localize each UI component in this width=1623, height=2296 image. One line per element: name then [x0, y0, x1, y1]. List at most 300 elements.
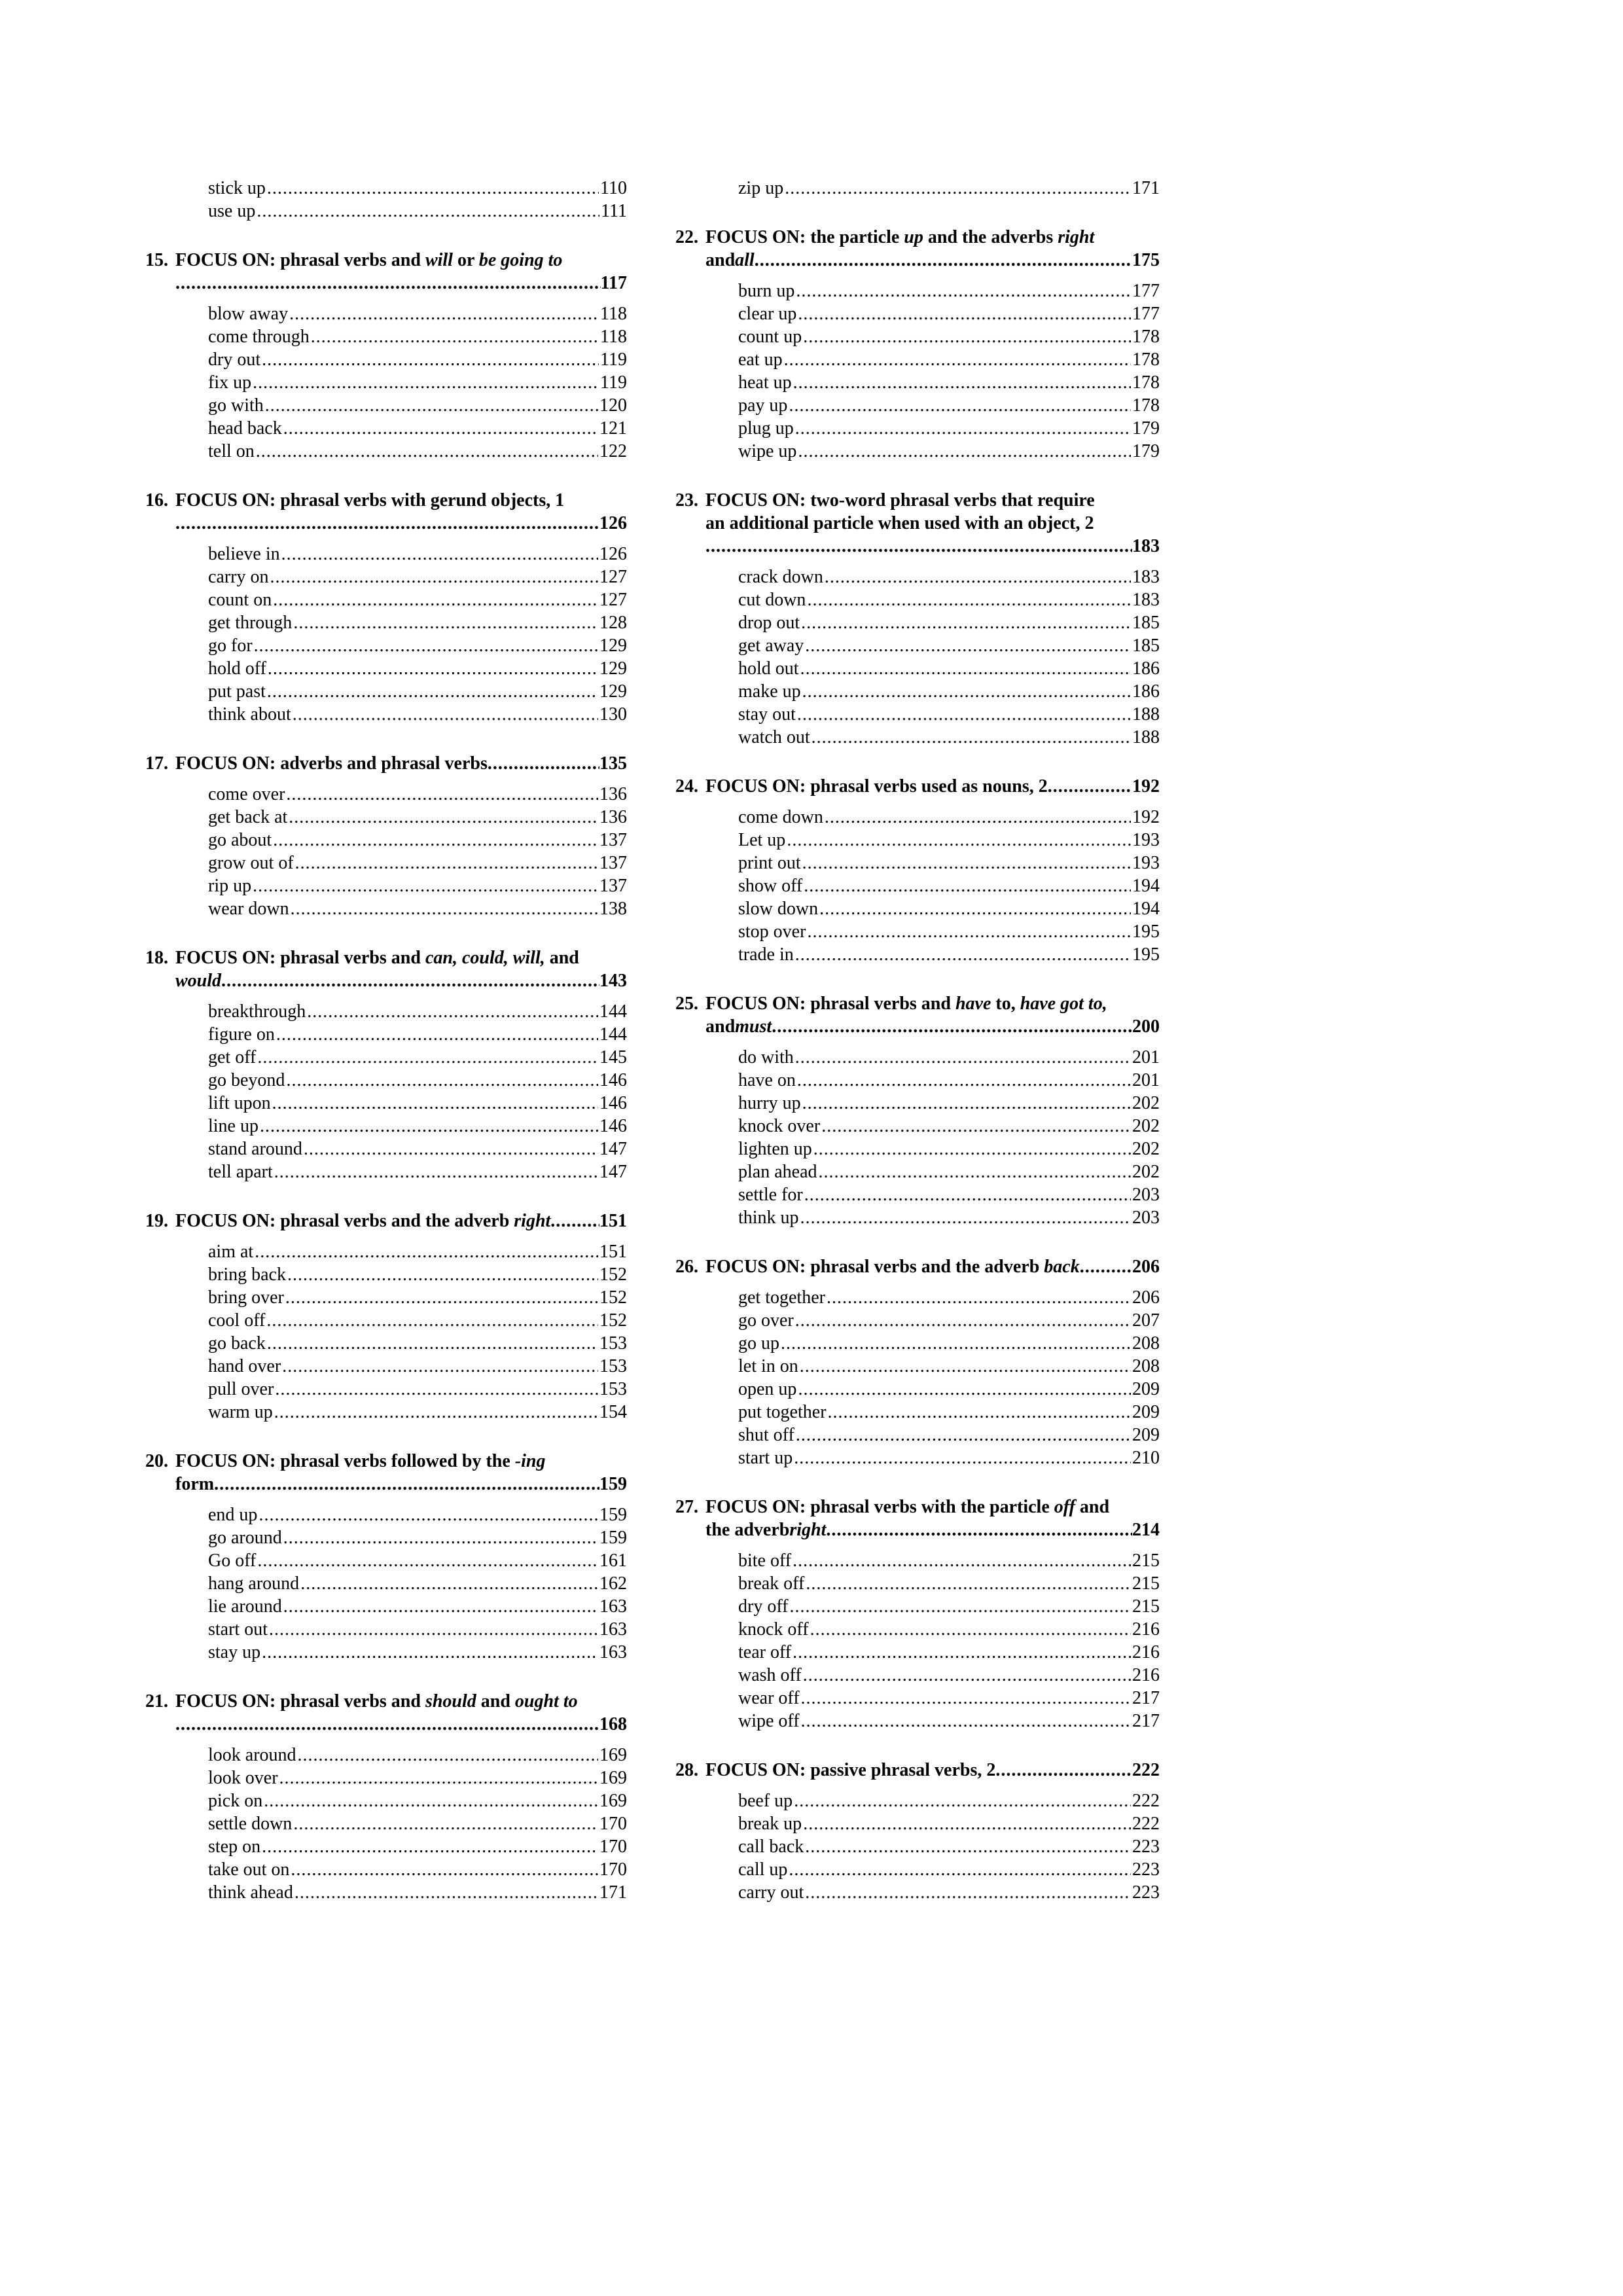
- page-number: 137: [599, 853, 627, 873]
- toc-entry[interactable]: [208, 1789, 627, 1812]
- toc-entry[interactable]: [208, 1332, 627, 1355]
- toc-entry[interactable]: [208, 1092, 627, 1115]
- entry-term: lift upon: [208, 1093, 271, 1113]
- toc-section-28: [675, 1759, 1160, 1904]
- page-number: 214: [1132, 1520, 1160, 1540]
- page-number: 194: [1132, 899, 1160, 919]
- page-number: 202: [1132, 1116, 1160, 1136]
- toc-entry[interactable]: [208, 565, 627, 588]
- toc-entry[interactable]: [738, 1641, 1160, 1664]
- dot-leader: [214, 1473, 599, 1496]
- dot-leader: [267, 177, 599, 200]
- toc-entry[interactable]: [208, 1160, 627, 1183]
- page-number: 192: [1132, 807, 1160, 827]
- toc-entry[interactable]: [208, 1618, 627, 1641]
- page-number: 169: [599, 1768, 627, 1788]
- entry-term: get through: [208, 613, 293, 633]
- toc-entry[interactable]: [208, 703, 627, 726]
- dot-leader: [286, 783, 598, 806]
- toc-entry[interactable]: [738, 1092, 1160, 1115]
- heading-text: ought to: [514, 1691, 578, 1712]
- page-number: 146: [599, 1070, 627, 1090]
- entry-term: slow down: [738, 899, 819, 919]
- toc-entry[interactable]: [738, 897, 1160, 920]
- dot-leader: [795, 417, 1131, 440]
- heading-text: FOCUS ON: phrasal verbs and: [175, 948, 425, 968]
- entry-term: Let up: [738, 830, 786, 850]
- section-heading[interactable]: [145, 1210, 627, 1232]
- entry-term: clear up: [738, 304, 797, 324]
- toc-entry[interactable]: [738, 852, 1160, 874]
- page-number: 135: [599, 753, 627, 774]
- heading-text: off: [1054, 1497, 1075, 1517]
- dot-leader: [784, 348, 1131, 371]
- page-number: 222: [1132, 1791, 1160, 1811]
- heading-text: an additional particle when used with an object, 2: [705, 513, 1094, 533]
- toc-entry[interactable]: [738, 1138, 1160, 1160]
- section-heading[interactable]: [145, 1690, 627, 1736]
- dot-leader: [796, 279, 1131, 302]
- page-number: 192: [1132, 776, 1160, 797]
- page-number: 136: [599, 807, 627, 827]
- heading-text: FOCUS ON: phrasal verbs and: [175, 250, 425, 270]
- dot-leader: [805, 1881, 1131, 1904]
- heading-text: would: [175, 971, 222, 991]
- heading-text: [175, 249, 562, 272]
- entry-term: look around: [208, 1745, 296, 1765]
- heading-text: all: [735, 250, 755, 270]
- toc-entry[interactable]: [738, 1835, 1160, 1858]
- toc-entry[interactable]: [208, 897, 627, 920]
- toc-entry[interactable]: [738, 1069, 1160, 1092]
- dot-leader: [789, 1858, 1131, 1881]
- page-number: 159: [599, 1505, 627, 1525]
- toc-entry[interactable]: [738, 1401, 1160, 1424]
- heading-text: FOCUS ON: two-word phrasal verbs that require: [705, 490, 1095, 511]
- heading-text: [705, 226, 1094, 249]
- page-number: 217: [1132, 1711, 1160, 1731]
- toc-entry[interactable]: [208, 1641, 627, 1664]
- toc-entry[interactable]: [738, 829, 1160, 852]
- page-number: 185: [1132, 636, 1160, 656]
- dot-leader: [262, 1835, 598, 1858]
- toc-entry[interactable]: [738, 1789, 1160, 1812]
- toc-entry[interactable]: [208, 1286, 627, 1309]
- toc-entry[interactable]: [738, 1378, 1160, 1401]
- toc-entry[interactable]: [738, 1446, 1160, 1469]
- toc-entry[interactable]: [738, 1332, 1160, 1355]
- entry-term: go back: [208, 1333, 266, 1354]
- toc-entry[interactable]: [738, 302, 1160, 325]
- toc-entry[interactable]: [738, 920, 1160, 943]
- toc-entry[interactable]: [738, 806, 1160, 829]
- dot-leader: [800, 1355, 1131, 1378]
- section-heading[interactable]: [145, 489, 627, 535]
- dot-leader: [801, 1710, 1131, 1732]
- dot-leader: [797, 1069, 1131, 1092]
- heading-text: up: [904, 227, 923, 247]
- dot-leader: [806, 1572, 1131, 1595]
- toc-entry[interactable]: [208, 1378, 627, 1401]
- entry-term: use up: [208, 201, 256, 221]
- section-number: 20.: [145, 1451, 168, 1471]
- heading-text: FOCUS ON: the particle: [705, 227, 904, 247]
- dot-leader: [272, 1092, 598, 1115]
- page-number: 119: [600, 372, 627, 393]
- heading-text: the adverb: [705, 1520, 790, 1540]
- toc-entry[interactable]: [738, 1595, 1160, 1618]
- page-number: 163: [599, 1619, 627, 1640]
- entry-term: drop out: [738, 613, 800, 633]
- toc-entry[interactable]: [208, 1858, 627, 1881]
- dot-leader: [253, 874, 598, 897]
- toc-entry[interactable]: [738, 1183, 1160, 1206]
- toc-entry[interactable]: [208, 177, 627, 200]
- toc-entry[interactable]: [738, 1618, 1160, 1641]
- page-number: 207: [1132, 1310, 1160, 1331]
- entry-term: grow out of: [208, 853, 294, 873]
- page-number: 162: [599, 1573, 627, 1594]
- dot-leader: [1048, 775, 1132, 798]
- dot-leader: [300, 1572, 598, 1595]
- page-number: 222: [1132, 1814, 1160, 1834]
- page-number: 171: [599, 1882, 627, 1903]
- toc-entry[interactable]: [738, 440, 1160, 463]
- entry-term: go for: [208, 636, 253, 656]
- toc-entry[interactable]: [738, 177, 1160, 200]
- entry-term: watch out: [738, 727, 810, 747]
- heading-text: have got to,: [1020, 994, 1107, 1014]
- entry-term: knock over: [738, 1116, 821, 1136]
- page-number: 137: [599, 830, 627, 850]
- toc-entry[interactable]: [738, 1160, 1160, 1183]
- heading-text: -ing: [514, 1451, 546, 1471]
- toc-entry[interactable]: [738, 394, 1160, 417]
- toc-entry[interactable]: [208, 394, 627, 417]
- entry-term: get away: [738, 636, 804, 656]
- toc-entry[interactable]: [208, 302, 627, 325]
- dot-leader: [293, 611, 598, 634]
- dot-leader: [793, 1549, 1131, 1572]
- dot-leader: [798, 440, 1131, 463]
- page-number: 179: [1132, 441, 1160, 461]
- page-number: 175: [1132, 250, 1160, 270]
- toc-column-left: [145, 177, 627, 1930]
- entry-term: look over: [208, 1768, 278, 1788]
- toc-entry[interactable]: [738, 703, 1160, 726]
- dot-leader: [256, 440, 598, 463]
- toc-entry[interactable]: [208, 806, 627, 829]
- page-number: 130: [599, 704, 627, 725]
- dot-leader: [259, 1503, 598, 1526]
- dot-leader: [257, 200, 599, 223]
- toc-section-top-right: [675, 177, 1160, 200]
- toc-entry[interactable]: [738, 279, 1160, 302]
- toc-entry[interactable]: [208, 874, 627, 897]
- dot-leader: [298, 1744, 598, 1767]
- toc-entry[interactable]: [208, 1835, 627, 1858]
- page-number: 143: [599, 971, 627, 991]
- toc-entry[interactable]: [738, 657, 1160, 680]
- dot-leader: [285, 1286, 598, 1309]
- entry-term: go about: [208, 830, 272, 850]
- dot-leader: [828, 1401, 1131, 1424]
- dot-leader: [787, 829, 1131, 852]
- section-heading[interactable]: [675, 775, 1160, 798]
- dot-leader: [797, 703, 1131, 726]
- page-number: 210: [1132, 1448, 1160, 1468]
- page-number: 209: [1132, 1379, 1160, 1399]
- page-number: 151: [599, 1242, 627, 1262]
- entry-term: settle down: [208, 1814, 293, 1834]
- dot-leader: [785, 177, 1131, 200]
- dot-leader: [801, 611, 1131, 634]
- toc-entry[interactable]: [208, 680, 627, 703]
- toc-entry[interactable]: [738, 1687, 1160, 1710]
- toc-section-27: [675, 1496, 1160, 1732]
- toc-entry[interactable]: [208, 1572, 627, 1595]
- toc-entry[interactable]: [208, 634, 627, 657]
- heading-text: right: [789, 1520, 827, 1540]
- toc-entry[interactable]: [208, 611, 627, 634]
- heading-text: back: [1044, 1257, 1080, 1277]
- toc-entry[interactable]: [738, 325, 1160, 348]
- dot-leader: [262, 1641, 598, 1664]
- page-number: 119: [600, 350, 627, 370]
- heading-text: [175, 946, 579, 969]
- toc-entry[interactable]: [208, 1138, 627, 1160]
- toc-entry[interactable]: [738, 1206, 1160, 1229]
- entry-term: show off: [738, 876, 803, 896]
- entry-term: plug up: [738, 418, 794, 439]
- entry-term: come over: [208, 784, 285, 804]
- toc-entry[interactable]: [208, 1023, 627, 1046]
- dot-leader: [1080, 1255, 1132, 1278]
- toc-entry[interactable]: [208, 1046, 627, 1069]
- toc-entry[interactable]: [738, 1572, 1160, 1595]
- dot-leader: [175, 272, 601, 295]
- page-number: 183: [1132, 567, 1160, 587]
- dot-leader: [802, 1092, 1131, 1115]
- page-number: 203: [1132, 1208, 1160, 1228]
- section-number: 15.: [145, 250, 168, 270]
- dot-leader: [270, 565, 598, 588]
- page-number: 195: [1132, 922, 1160, 942]
- toc-entry[interactable]: [738, 1812, 1160, 1835]
- section-heading[interactable]: [675, 1496, 1160, 1541]
- toc-section-22: [675, 226, 1160, 463]
- toc-entry[interactable]: [208, 200, 627, 223]
- entry-term: carry on: [208, 567, 269, 587]
- heading-text: FOCUS ON: phrasal verbs and the adverb: [705, 1257, 1044, 1277]
- page-number: 121: [599, 418, 627, 439]
- toc-entry[interactable]: [208, 1526, 627, 1549]
- toc-entry[interactable]: [738, 1046, 1160, 1069]
- toc-entry[interactable]: [208, 325, 627, 348]
- heading-text: FOCUS ON: adverbs and phrasal verbs: [175, 753, 488, 774]
- entry-term: come down: [738, 807, 823, 827]
- dot-leader: [795, 1309, 1131, 1332]
- toc-entry[interactable]: [738, 1309, 1160, 1332]
- page-number: 185: [1132, 613, 1160, 633]
- dot-leader: [819, 897, 1131, 920]
- toc-entry[interactable]: [208, 1881, 627, 1904]
- dot-leader: [798, 1378, 1131, 1401]
- section-heading[interactable]: [675, 1759, 1160, 1782]
- dot-leader: [268, 657, 598, 680]
- toc-entry[interactable]: [208, 657, 627, 680]
- entry-term: pay up: [738, 395, 788, 416]
- toc-entry[interactable]: [738, 874, 1160, 897]
- dot-leader: [267, 1332, 598, 1355]
- entry-term: break off: [738, 1573, 805, 1594]
- toc-entry[interactable]: [208, 1767, 627, 1789]
- dot-leader: [283, 417, 598, 440]
- toc-entry[interactable]: [738, 680, 1160, 703]
- entry-term: believe in: [208, 544, 280, 564]
- toc-entry[interactable]: [208, 371, 627, 394]
- section-heading[interactable]: [145, 249, 627, 295]
- section-heading[interactable]: [675, 1255, 1160, 1278]
- heading-text: FOCUS ON: passive phrasal verbs, 2: [705, 1760, 996, 1780]
- section-heading[interactable]: [145, 752, 627, 775]
- toc-entry[interactable]: [738, 1424, 1160, 1446]
- entry-term: burn up: [738, 281, 795, 301]
- entry-term: wear down: [208, 899, 289, 919]
- toc-section-25: [675, 992, 1160, 1229]
- entry-term: bring over: [208, 1287, 284, 1308]
- heading-text: will: [425, 250, 453, 270]
- entry-term: have on: [738, 1070, 796, 1090]
- entry-term: stay out: [738, 704, 796, 725]
- toc-entry[interactable]: [208, 1595, 627, 1618]
- toc-entry[interactable]: [738, 348, 1160, 371]
- toc-entry[interactable]: [738, 1115, 1160, 1138]
- entry-term: breakthrough: [208, 1001, 306, 1022]
- toc-entry[interactable]: [208, 829, 627, 852]
- entry-term: go up: [738, 1333, 779, 1354]
- toc-entry[interactable]: [738, 1858, 1160, 1881]
- dot-leader: [804, 874, 1131, 897]
- section-heading[interactable]: [675, 226, 1160, 272]
- toc-entry[interactable]: [738, 1549, 1160, 1572]
- toc-entry[interactable]: [208, 1549, 627, 1572]
- heading-text: to,: [991, 994, 1020, 1014]
- entry-term: shut off: [738, 1425, 794, 1445]
- toc-entry[interactable]: [738, 565, 1160, 588]
- toc-entry[interactable]: [738, 1710, 1160, 1732]
- dot-leader: [293, 1812, 598, 1835]
- entry-term: hang around: [208, 1573, 300, 1594]
- page-number: 122: [599, 441, 627, 461]
- section-heading[interactable]: [675, 489, 1160, 558]
- dot-leader: [813, 1138, 1131, 1160]
- entry-term: go beyond: [208, 1070, 285, 1090]
- toc-entry[interactable]: [208, 1309, 627, 1332]
- toc-entry[interactable]: [208, 1812, 627, 1835]
- toc-entry[interactable]: [208, 588, 627, 611]
- page-number: 170: [599, 1814, 627, 1834]
- toc-entry[interactable]: [738, 611, 1160, 634]
- page-number: 118: [600, 304, 627, 324]
- toc-entry[interactable]: [738, 943, 1160, 966]
- toc-entry[interactable]: [208, 1069, 627, 1092]
- toc-entry[interactable]: [738, 1286, 1160, 1309]
- toc-entry[interactable]: [208, 1744, 627, 1767]
- toc-entry[interactable]: [208, 1240, 627, 1263]
- page-number: 146: [599, 1116, 627, 1136]
- dot-leader: [291, 897, 598, 920]
- toc-entry[interactable]: [208, 1000, 627, 1023]
- entry-term: get back at: [208, 807, 288, 827]
- toc-entry[interactable]: [738, 726, 1160, 749]
- entry-term: make up: [738, 681, 801, 702]
- page-number: 202: [1132, 1093, 1160, 1113]
- toc-entry[interactable]: [208, 1115, 627, 1138]
- heading-text: FOCUS ON: phrasal verbs and: [175, 1691, 425, 1712]
- heading-text: FOCUS ON: phrasal verbs with gerund objects, 1: [175, 490, 565, 511]
- toc-entry[interactable]: [208, 1503, 627, 1526]
- section-number: 27.: [675, 1497, 698, 1517]
- page-number: 137: [599, 876, 627, 896]
- toc-entry[interactable]: [738, 1664, 1160, 1687]
- page-number: 152: [599, 1265, 627, 1285]
- toc-entry[interactable]: [738, 1881, 1160, 1904]
- toc-section-17: [145, 752, 627, 920]
- entry-term: get off: [208, 1047, 257, 1067]
- page-number: 153: [599, 1356, 627, 1376]
- dot-leader: [254, 634, 598, 657]
- page-number: 178: [1132, 327, 1160, 347]
- toc-entry[interactable]: [208, 852, 627, 874]
- entry-term: tell on: [208, 441, 255, 461]
- toc-entry[interactable]: [738, 588, 1160, 611]
- section-heading[interactable]: [145, 1450, 627, 1496]
- toc-entry[interactable]: [738, 1355, 1160, 1378]
- entry-term: hold off: [208, 658, 266, 679]
- entry-term: head back: [208, 418, 282, 439]
- dot-leader: [800, 1206, 1131, 1229]
- section-number: 23.: [675, 490, 698, 511]
- toc-section-18: [145, 946, 627, 1183]
- toc-entry[interactable]: [208, 1355, 627, 1378]
- dot-leader: [488, 752, 599, 775]
- toc-entry[interactable]: [208, 783, 627, 806]
- toc-entry[interactable]: [208, 543, 627, 565]
- toc-entry[interactable]: [208, 1401, 627, 1424]
- toc-section-21: [145, 1690, 627, 1904]
- toc-entry[interactable]: [208, 417, 627, 440]
- page-number: 153: [599, 1333, 627, 1354]
- toc-entry[interactable]: [208, 348, 627, 371]
- dot-leader: [175, 512, 599, 535]
- section-heading[interactable]: [675, 992, 1160, 1038]
- page-number: 168: [599, 1714, 627, 1734]
- entry-term: warm up: [208, 1402, 273, 1422]
- entry-term: think about: [208, 704, 291, 725]
- page-number: 206: [1132, 1257, 1160, 1277]
- toc-section-24: [675, 775, 1160, 966]
- toc-entry[interactable]: [208, 1263, 627, 1286]
- entry-term: think up: [738, 1208, 799, 1228]
- page-number: 188: [1132, 704, 1160, 725]
- toc-entry[interactable]: [738, 371, 1160, 394]
- toc-entry[interactable]: [208, 440, 627, 463]
- entry-term: get together: [738, 1287, 825, 1308]
- section-heading[interactable]: [145, 946, 627, 992]
- toc-entry[interactable]: [738, 634, 1160, 657]
- toc-entry[interactable]: [738, 417, 1160, 440]
